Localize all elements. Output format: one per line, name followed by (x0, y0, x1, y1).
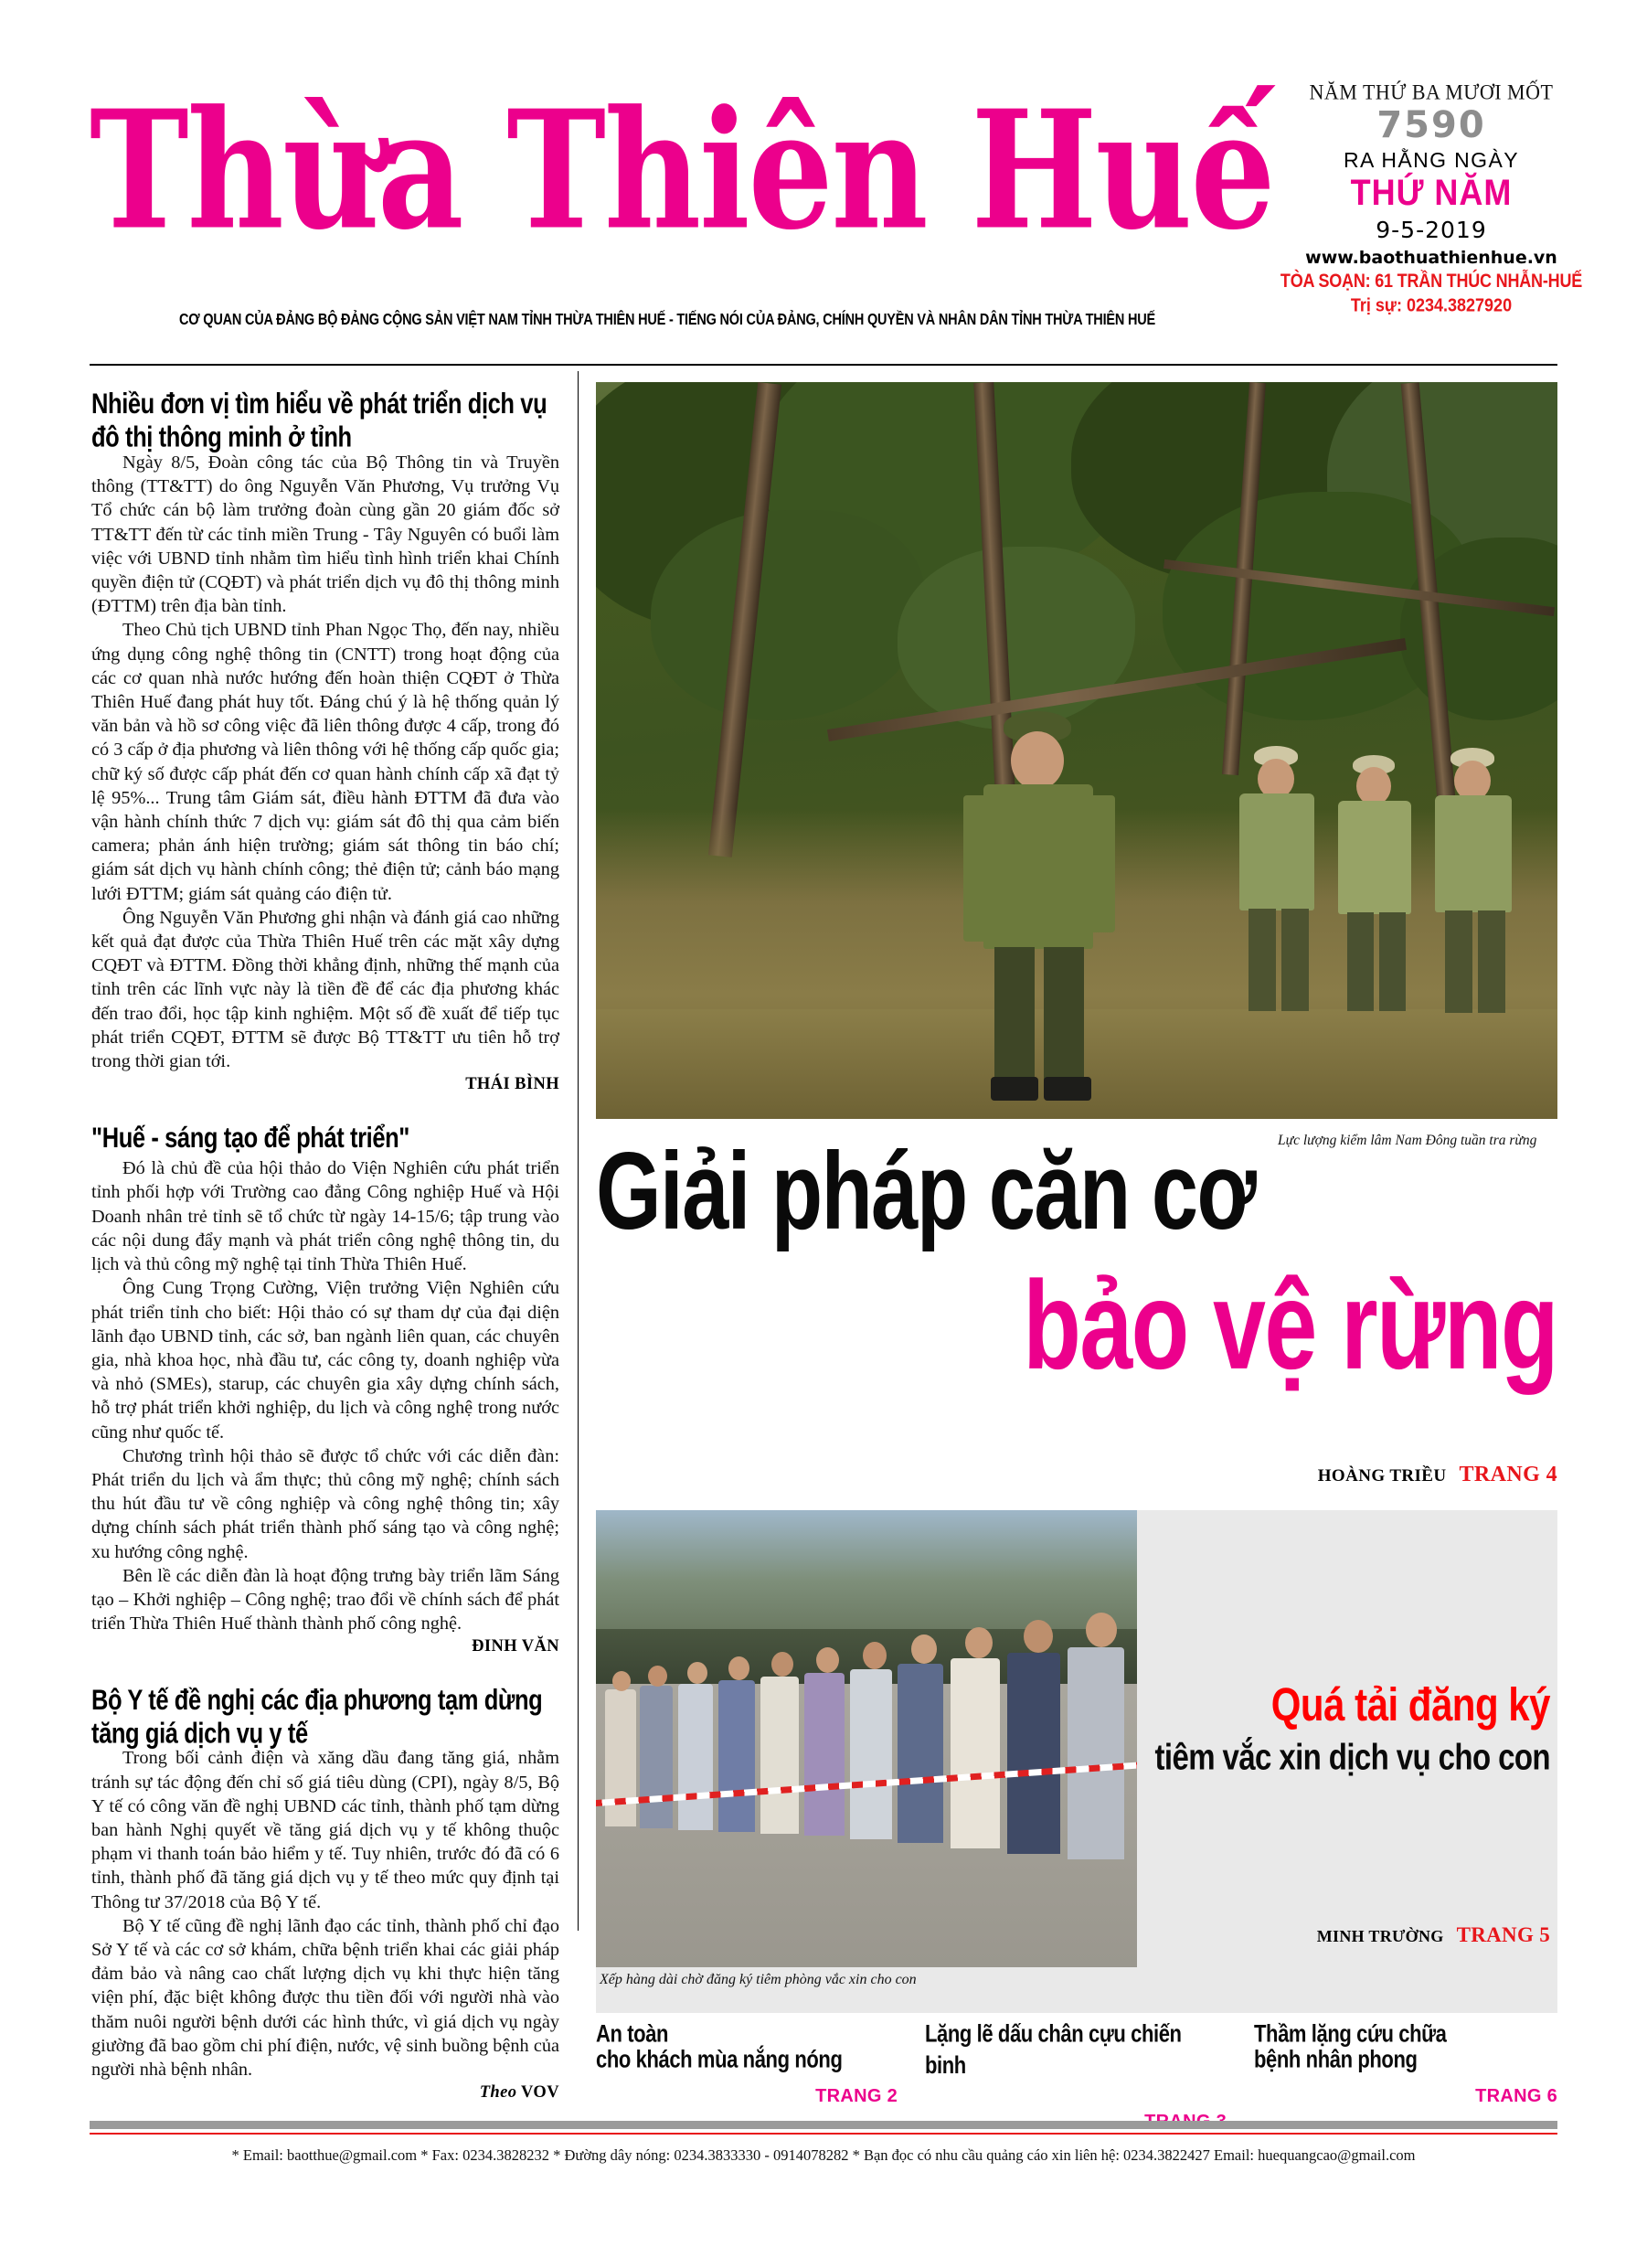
ranger-uniform (1338, 801, 1411, 914)
ranger-leg (1249, 909, 1276, 1011)
teaser-title-line1: An toàn (596, 2019, 669, 2048)
ranger-leg (1445, 910, 1472, 1013)
queue-person (951, 1658, 1000, 1848)
teaser-item-3[interactable] (1254, 2018, 1557, 2107)
teaser-page-ref[interactable]: TRANG 6 (1475, 2086, 1557, 2106)
promo-credit-block (1317, 1923, 1550, 1947)
paragraph: Bộ Y tế cũng đề nghị lãnh đạo các tỉnh, thành phố chỉ đạo Sở Y tế và các cơ sở khám, chữa bệnh triển khai các giải pháp đảm bảo và nâng cao chất lượng dịch vụ khi thực hiện tăng viện phí, đặc biệt không được thu tiền đối với người nhà vào thăm nuôi người bệnh dưới các hình thức, vì giá dịch vụ ngày giường đã bao gồm chi phí điện, nước, vệ sinh buồng bệnh của người nhà bệnh nhân. (91, 1915, 559, 2080)
ranger-leg (1379, 912, 1406, 1011)
ranger-figure-lead (960, 711, 1124, 1104)
paragraph: Ông Cung Trọng Cường, Viện trưởng Viện Nghiên cứu phát triển tỉnh cho biết: Hội thảo có sự tham dự của đại diện lãnh đạo UBND tỉnh, các sở, ban ngành liên quan, các chuyên gia, nhà khoa học, nhà đầu tư, các công ty, doanh nghiệp vừa và nhỏ (SMEs), starup, các chuyên gia xây dựng chính sách, hỗ trợ phát triển khởi nghiệp, du lịch và công nghệ trong nước cũng như quốc tế. (91, 1278, 559, 1443)
office-phone: Trị sự: 0234.3827920 (1350, 294, 1513, 316)
masthead-tagline: CƠ QUAN CỦA ĐẢNG BỘ ĐẢNG CỘNG SẢN VIỆT NAM TỈNH THỪA THIÊN HUẾ - TIẾNG NÓI CỦA ĐẢNG, CHÍNH QUYỀN VÀ NHÂN DÂN TỈNH THỪA THIÊN HUẾ (179, 312, 1155, 329)
teaser-title-line1: Lặng lẽ dấu chân cựu chiến binh (925, 2019, 1182, 2079)
article-spacer (91, 1656, 559, 1684)
website-url[interactable]: www.baothuathienhue.vn (1305, 248, 1557, 268)
article-health-fees[interactable] (91, 1684, 559, 2103)
teaser-strip (596, 2018, 1557, 2117)
paragraph: Theo Chủ tịch UBND tỉnh Phan Ngọc Thọ, đến nay, nhiều ứng dụng công nghệ thông tin (CNTT) trong hoạt động của các cơ quan nhà nước hướng đến hoàn thiện CQĐT ở Thừa Thiên Huế đang phát huy tốt. Đáng chú ý là hệ thống quản lý văn bản và hồ sơ công việc đã liên thông được 4 cấp, trong đó có 3 cấp ở địa phương và liên thông với hệ thống cấp quốc gia; chữ ký số được cấp phát đến cơ quan hành chính cấp xã đạt tỷ lệ 95%... Trung tâm Giám sát, điều hành ĐTTM đã đưa vào vận hành chính thức 7 dịch vụ: giám sát đô thị qua cảm biến camera; phản ánh hiện trường; giám sát thông tin báo chí; giám sát dịch vụ hành chính công; thẻ điện tử; cảnh báo mạng lưới ĐTTM; giám sát quảng cáo điện tử. (91, 620, 559, 904)
queue-person-head (816, 1647, 839, 1673)
article-hue-innovation[interactable] (91, 1122, 559, 1656)
lead-headline-line2: bảo vệ rừng (1023, 1256, 1557, 1397)
teaser-item-2[interactable] (925, 2018, 1227, 2133)
article-byline: THÁI BÌNH (465, 1075, 559, 1094)
left-column (91, 388, 559, 2103)
queue-person (804, 1673, 845, 1836)
promo-headline-line2: tiêm vắc xin dịch vụ cho con (1154, 1735, 1550, 1777)
article-byline: ĐINH VĂN (472, 1637, 559, 1656)
article-body (91, 451, 559, 1073)
queue-person-head (1086, 1613, 1117, 1647)
paragraph: Đó là chủ đề của hội thảo do Viện Nghiên cứu phát triển tỉnh phối hợp với Trường cao đẳng Công nghiệp Huế và Hội Doanh nhân trẻ tỉnh sẽ tổ chức từ ngày 14-15/6; tập trung vào các nội dung đẩy mạnh và phát triển công nghệ thông tin, du lịch và thủ công mỹ nghệ tại tỉnh Thừa Thiên Huế. (91, 1158, 559, 1275)
ranger-uniform (1239, 793, 1314, 910)
ranger-figure-2 (1227, 746, 1327, 1020)
ranger-arm (963, 795, 994, 942)
queue-person-head (687, 1662, 707, 1684)
queue-person (605, 1689, 636, 1826)
ranger-figure-3 (1327, 755, 1423, 1020)
queue-person (760, 1677, 799, 1834)
article-byline (91, 2083, 559, 2103)
masthead-info-block (1249, 80, 1614, 315)
footer-contact-line: * Email: baotthue@gmail.com * Fax: 0234.3828232 * Đường dây nóng: 0234.3833330 - 0914078282 * Bạn đọc có nhu cầu quảng cáo xin liên hệ: 0234.3822427 Email: huequangcao@gmail.com (231, 2146, 1416, 2164)
article-headline: Bộ Y tế đề nghị các địa phương tạm dừng tăng giá dịch vụ y tế (91, 1685, 543, 1751)
article-spacer (91, 1094, 559, 1122)
lead-photo-forest-rangers (596, 382, 1557, 1119)
article-headline: Nhiều đơn vị tìm hiểu về phát triển dịch vụ đô thị thông minh ở tỉnh (91, 389, 547, 453)
masthead (0, 0, 1647, 347)
right-column (596, 382, 1557, 1119)
ranger-leg (1044, 947, 1084, 1084)
teaser-page-ref[interactable]: TRANG 2 (815, 2086, 898, 2106)
publication-year-line: NĂM THỨ BA MƯƠI MỐT (1309, 80, 1554, 104)
office-address: TÒA SOẠN: 61 TRẦN THÚC NHẪN-HUẾ (1280, 270, 1583, 292)
teaser-item-1[interactable] (596, 2018, 898, 2107)
queue-person (640, 1686, 673, 1828)
queue-person (1068, 1647, 1124, 1859)
ranger-boot (991, 1077, 1038, 1101)
queue-person-head (728, 1656, 749, 1680)
ranger-uniform (1435, 795, 1512, 912)
ranger-leg (1347, 912, 1374, 1011)
queue-person (898, 1664, 943, 1843)
paragraph: Trong bối cảnh điện và xăng dầu đang tăng giá, nhằm tránh sự tác động đến chỉ số giá tiêu dùng (CPI), ngày 8/5, Bộ Y tế có công văn đề nghị UBND các tỉnh, thành phố tạm dừng ban hành Nghị quyết về tăng giá dịch vụ y tế không thuộc phạm vi thanh toán bảo hiểm y tế. Tuy nhiên, trước đó đã có 6 tỉnh, thành phố đã tăng giá dịch vụ y tế theo mức quy định tại Thông tư 37/2018 của Bộ Y tế. (91, 1748, 559, 1912)
publication-date: 9-5-2019 (1376, 217, 1487, 243)
queue-person-head (648, 1666, 667, 1687)
article-body (91, 1746, 559, 2082)
footer-divider-grey (90, 2121, 1557, 2129)
publication-frequency: RA HẰNG NGÀY (1344, 148, 1519, 172)
ranger-leg (1281, 909, 1309, 1011)
queue-person-head (965, 1627, 993, 1658)
publication-weekday: THỨ NĂM (1350, 171, 1513, 213)
queue-person (718, 1680, 755, 1832)
paragraph: Ông Nguyễn Văn Phương ghi nhận và đánh giá cao những kết quả đạt được của Thừa Thiên Huế trên các mặt xây dựng CQĐT và ĐTTM. Đồng thời khẳng định, những thế mạnh của tỉnh trên các lĩnh vực này là tiền đề để các địa phương khác đến trao đổi, học tập kinh nghiệm. Một số đề xuất để tiếp tục phát triển CQĐT, ĐTTM sẽ được Bộ TT&TT ưu tiên hỗ trợ trong thời gian tới. (91, 907, 559, 1072)
ranger-boot (1044, 1077, 1091, 1101)
ranger-arm (1084, 795, 1115, 932)
article-body (91, 1156, 559, 1635)
lead-headline-line1: Giải pháp căn cơ (596, 1131, 1256, 1253)
queue-person (1007, 1653, 1060, 1854)
ranger-head (1356, 767, 1391, 805)
article-smart-city[interactable] (91, 388, 559, 1094)
queue-person-head (863, 1642, 887, 1669)
paragraph: Ngày 8/5, Đoàn công tác của Bộ Thông tin và Truyền thông (TT&TT) do ông Nguyễn Văn Phương, Vụ trưởng Vụ Tổ chức cán bộ làm trưởng đoàn cùng gần 20 giám đốc sở TT&TT đến từ các tỉnh miền Trung - Tây Nguyên có buổi làm việc với UBND tỉnh nhằm tìm hiểu tình hình triển khai Chính quyền điện tử (CQĐT) và phát triển dịch vụ đô thị thông minh (ĐTTM) trên địa bàn tỉnh. (91, 453, 559, 617)
lead-credit-block (596, 1463, 1557, 1487)
lead-photo-caption: Lực lượng kiểm lâm Nam Đông tuần tra rừng (1278, 1133, 1537, 1148)
queue-person-head (771, 1652, 793, 1677)
promo-page-ref[interactable]: TRANG 5 (1456, 1923, 1550, 1946)
promo-photo-vaccine-queue (596, 1510, 1137, 1967)
teaser-title-line1: Thầm lặng cứu chữa (1254, 2019, 1447, 2048)
lead-headline-block[interactable] (596, 1131, 1557, 1397)
paragraph: Bên lề các diễn đàn là hoạt động trưng bày triển lãm Sáng tạo – Khởi nghiệp – Công nghệ; trao đổi về chính sách để phát triển Thừa Thiên Huế thành thành phố công nghệ. (91, 1565, 559, 1634)
queue-person-head (911, 1634, 937, 1664)
promo-headline-line1: Quá tải đăng ký (1270, 1677, 1550, 1730)
ranger-uniform (983, 784, 1093, 949)
promo-photo-caption: Xếp hàng dài chờ đăng ký tiêm phòng vắc xin cho con (600, 1972, 917, 1987)
ranger-leg (1478, 910, 1505, 1013)
queue-person (850, 1669, 892, 1839)
promo-author: MINH TRƯỜNG (1316, 1927, 1444, 1945)
queue-person-head (1024, 1620, 1053, 1653)
footer-divider-red (90, 2133, 1557, 2135)
ranger-leg (994, 947, 1035, 1084)
article-headline: "Huế - sáng tạo để phát triển" (91, 1123, 409, 1155)
teaser-title-line2: cho khách mùa nắng nóng (596, 2045, 843, 2073)
teaser-title-line2: bệnh nhân phong (1254, 2045, 1418, 2073)
header-divider-rule (90, 364, 1557, 366)
queue-person-head (612, 1671, 631, 1691)
promo-headline-block (1148, 1677, 1550, 1777)
byline-source: VOV (521, 2083, 559, 2103)
ranger-head (1011, 731, 1064, 790)
column-divider-rule (578, 371, 579, 1931)
ranger-figure-4 (1423, 748, 1524, 1022)
queue-person (678, 1684, 713, 1830)
teaser-title-line2 (925, 2070, 1227, 2101)
issue-number: 7590 (1376, 104, 1486, 146)
promo-block-vaccine[interactable] (596, 1510, 1557, 2013)
byline-prefix: Theo (479, 2083, 517, 2103)
newspaper-title: Thừa Thiên Huế (90, 75, 1274, 267)
lead-author: HOÀNG TRIỀU (1317, 1466, 1447, 1485)
paragraph: Chương trình hội thảo sẽ được tổ chức với các diễn đàn: Phát triển du lịch và ẩm thực; thủ công mỹ nghệ; chính sách thu hút đầu tư về công nghiệp và công nghệ thông tin; xây dựng chính sách phát triển thành phố sáng tạo và công nghệ; xu hướng công nghệ. (91, 1445, 559, 1562)
lead-page-ref[interactable]: TRANG 4 (1459, 1463, 1557, 1486)
